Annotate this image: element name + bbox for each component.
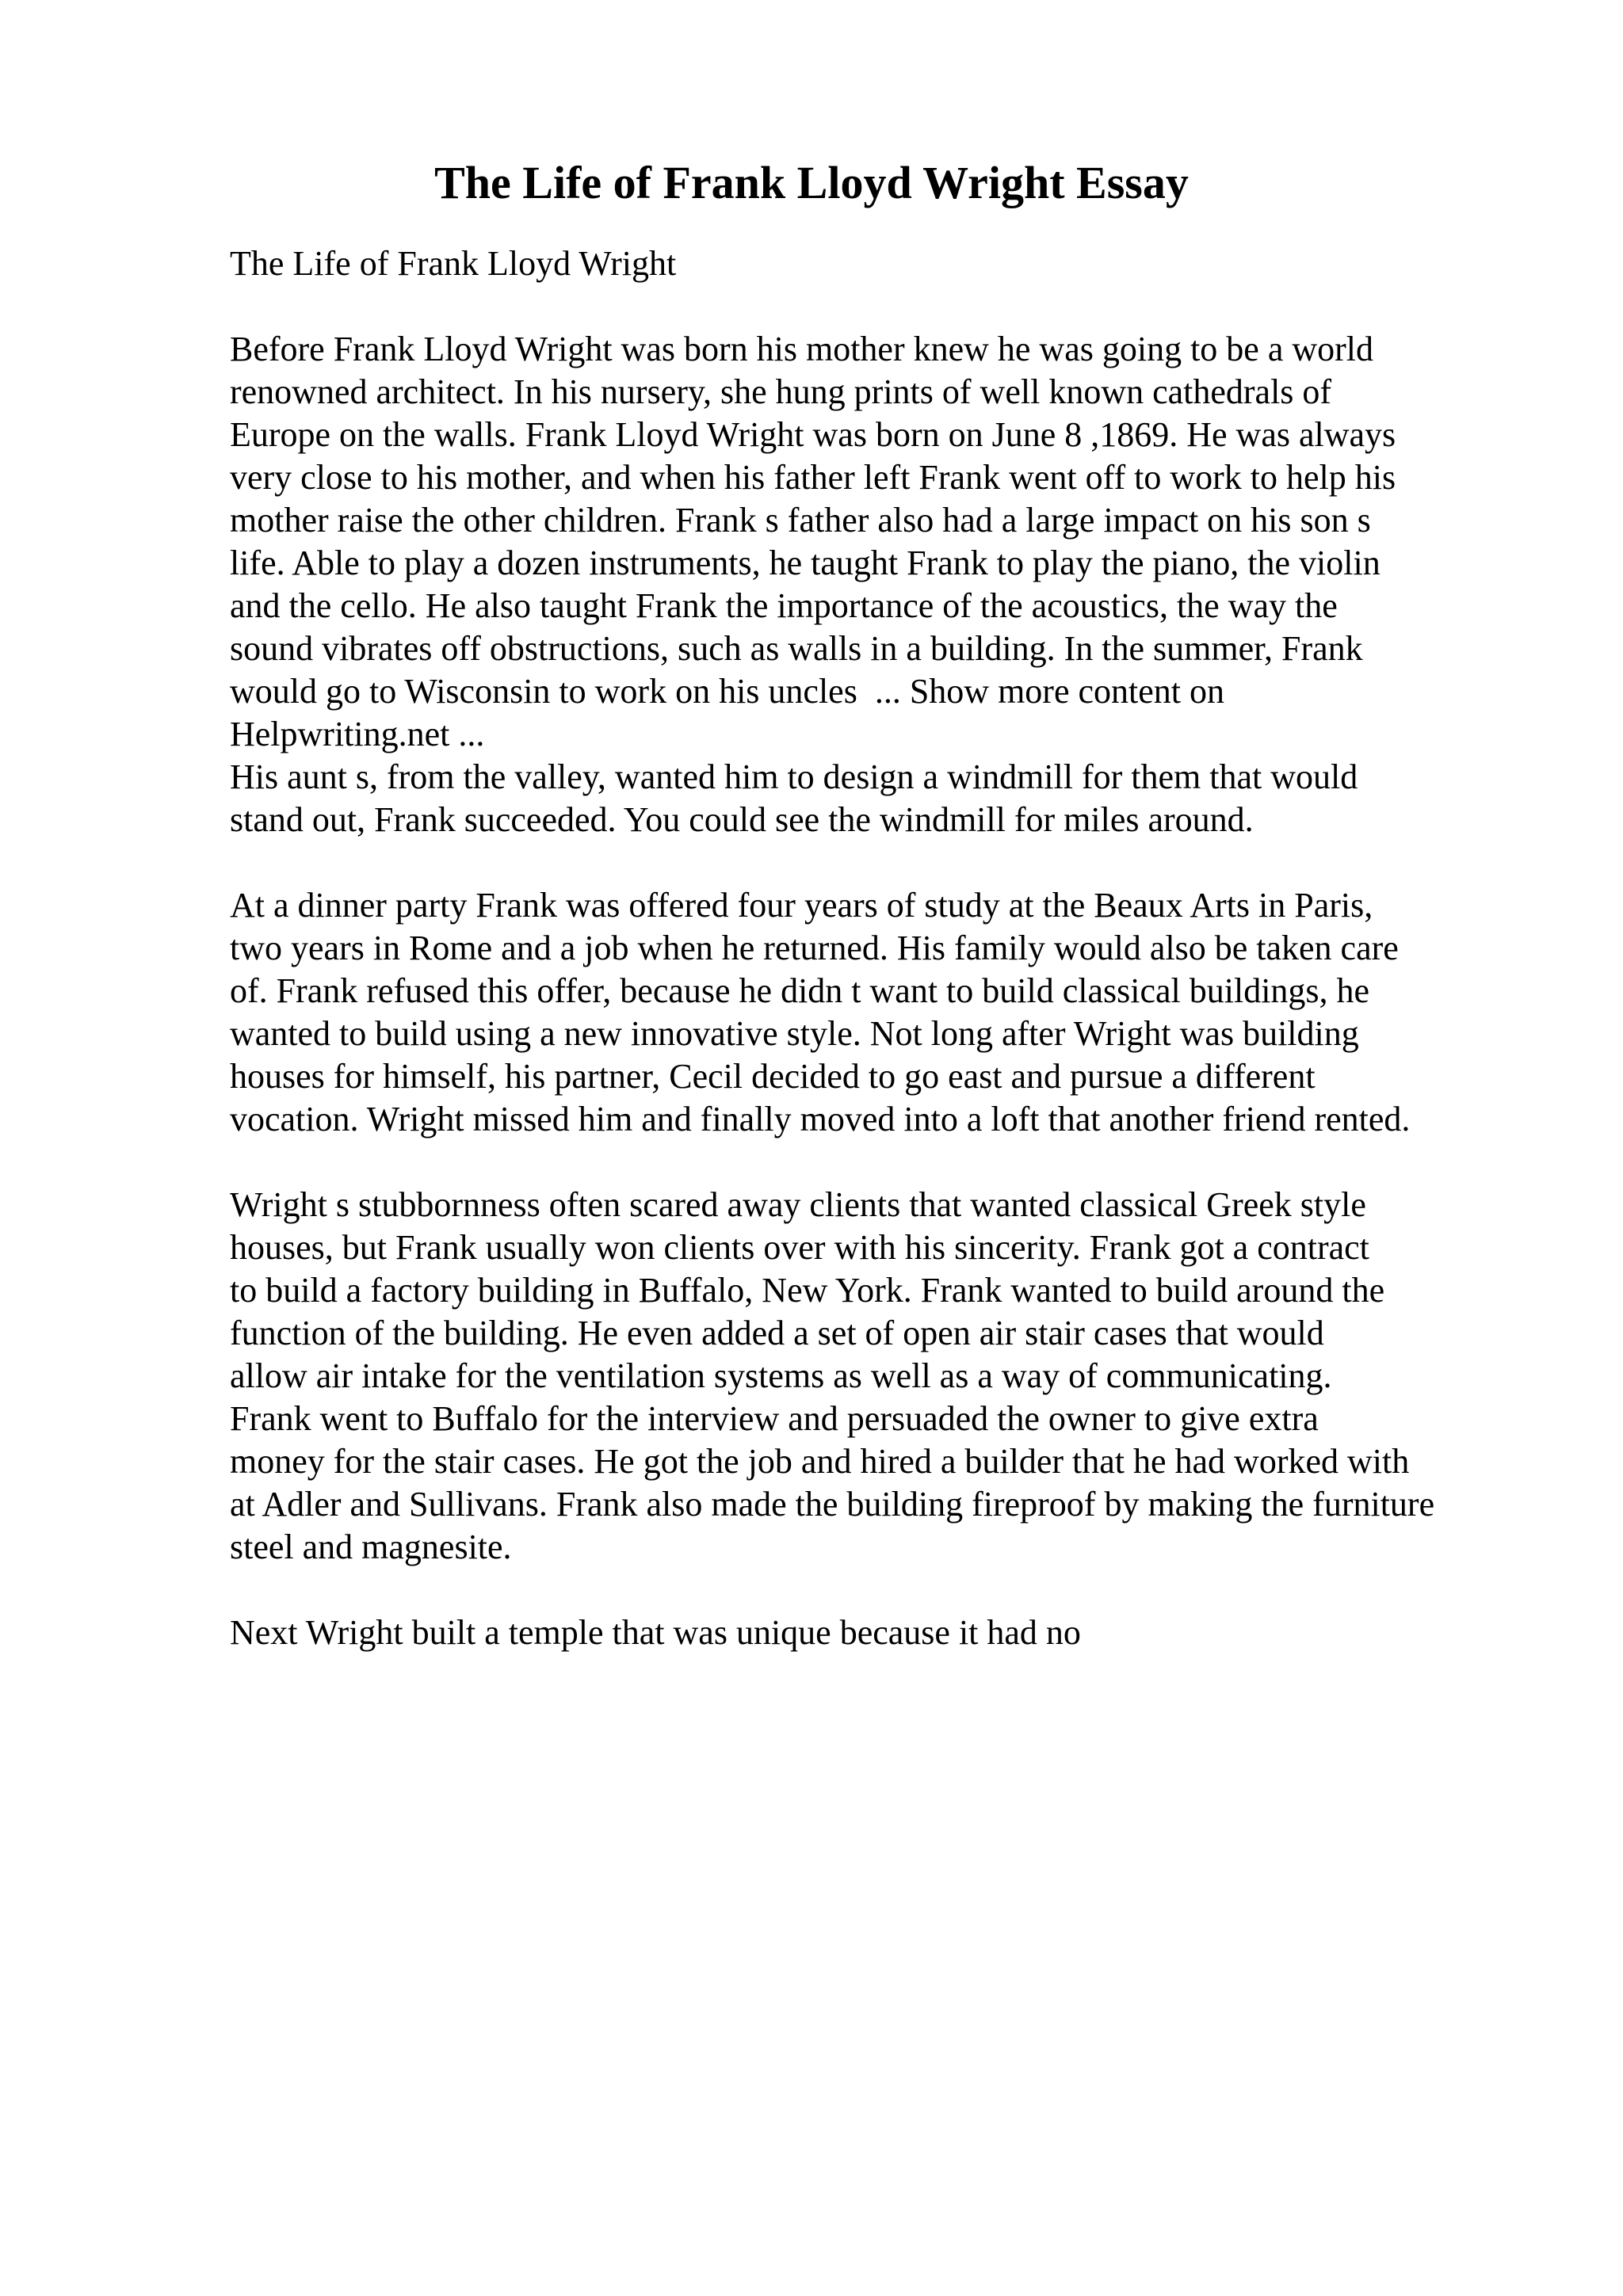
text-line: allow air intake for the ventilation systems as well as a way of communicating. (230, 1356, 1332, 1395)
paragraph-spacer (230, 1141, 1529, 1184)
paragraph-spacer (230, 1569, 1529, 1611)
text-line: houses for himself, his partner, Cecil decided to go east and pursue a different (230, 1057, 1316, 1096)
paragraph-spacer (230, 841, 1529, 884)
text-line: life. Able to play a dozen instruments, he taught Frank to play the piano, the violin (230, 543, 1381, 582)
text-line: Helpwriting.net ... (230, 715, 485, 753)
text-line: would go to Wisconsin to work on his uncles ... Show more content on (230, 672, 1224, 711)
text-line: two years in Rome and a job when he returned. His family would also be taken care (230, 929, 1399, 967)
text-line: vocation. Wright missed him and finally moved into a loft that another friend rented. (230, 1100, 1411, 1138)
document-subtitle: The Life of Frank Lloyd Wright (230, 244, 677, 283)
text-line: mother raise the other children. Frank s father also had a large impact on his son s (230, 501, 1371, 540)
text-line: Frank went to Buffalo for the interview and persuaded the owner to give extra (230, 1399, 1319, 1438)
text-line: very close to his mother, and when his father left Frank went off to work to help his (230, 458, 1396, 497)
text-line: stand out, Frank succeeded. You could see the windmill for miles around. (230, 800, 1254, 839)
paragraph-2 (230, 884, 1529, 1141)
text-line: and the cello. He also taught Frank the importance of the acoustics, the way the (230, 586, 1338, 625)
text-line: to build a factory building in Buffalo, New York. Frank wanted to build around the (230, 1271, 1385, 1310)
paragraph-3 (230, 1184, 1529, 1569)
text-line: at Adler and Sullivans. Frank also made the building fireproof by making the furniture (230, 1485, 1435, 1524)
text-line: of. Frank refused this offer, because he didn t want to build classical buildings, he (230, 971, 1370, 1010)
paragraph-spacer (230, 285, 1529, 328)
paragraph-1 (230, 328, 1529, 841)
text-line: renowned architect. In his nursery, she hung prints of well known cathedrals of (230, 372, 1332, 411)
paragraph-4 (230, 1611, 1529, 1654)
text-line: function of the building. He even added a set of open air stair cases that would (230, 1314, 1324, 1352)
text-line: wanted to build using a new innovative style. Not long after Wright was building (230, 1014, 1359, 1053)
text-line: sound vibrates off obstructions, such as walls in a building. In the summer, Frank (230, 629, 1363, 668)
document-title: The Life of Frank Lloyd Wright Essay (434, 157, 1189, 208)
text-line: Next Wright built a temple that was unique because it had no (230, 1613, 1081, 1652)
text-line: Wright s stubbornness often scared away clients that wanted classical Greek style (230, 1185, 1366, 1224)
text-line: money for the stair cases. He got the job and hired a builder that he had worked with (230, 1442, 1410, 1481)
text-line: steel and magnesite. (230, 1527, 512, 1566)
text-line: At a dinner party Frank was offered four years of study at the Beaux Arts in Paris, (230, 886, 1373, 925)
text-line: Before Frank Lloyd Wright was born his mother knew he was going to be a world (230, 330, 1374, 368)
document-body (230, 242, 1529, 1654)
text-line: His aunt s, from the valley, wanted him to design a windmill for them that would (230, 757, 1358, 796)
text-line: Europe on the walls. Frank Lloyd Wright was born on June 8 ,1869. He was always (230, 415, 1396, 454)
text-line: houses, but Frank usually won clients over with his sincerity. Frank got a contract (230, 1228, 1369, 1267)
